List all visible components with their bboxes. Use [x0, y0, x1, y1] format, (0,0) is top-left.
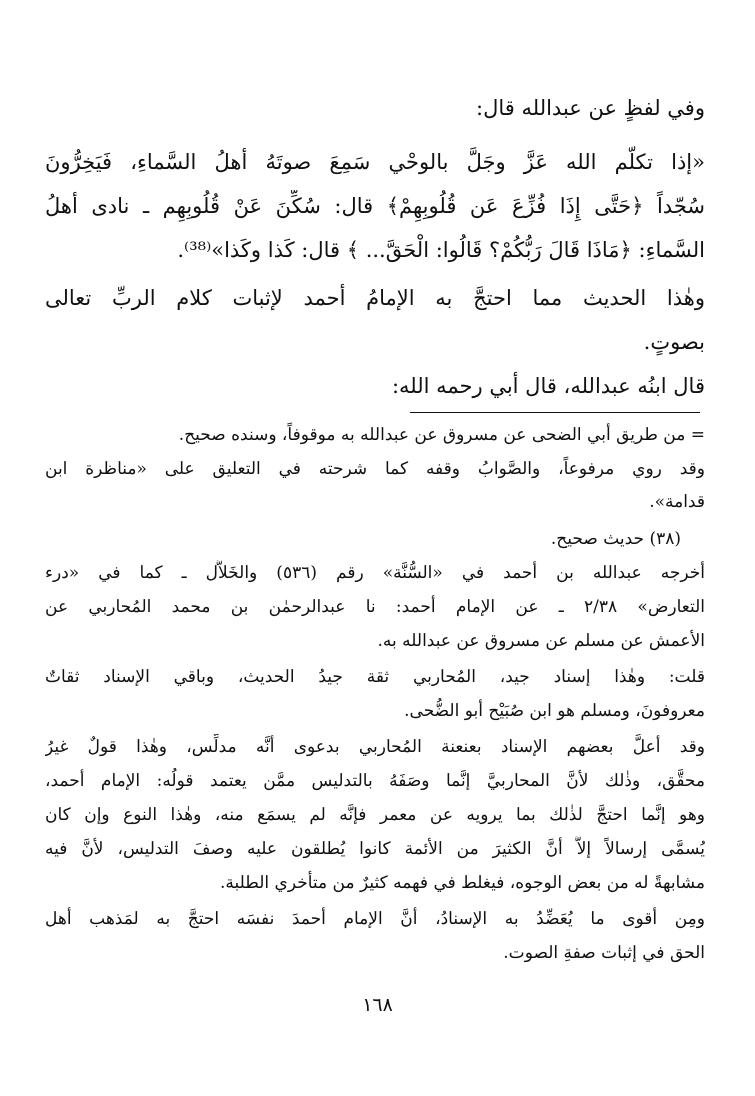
hadith-line-2: سُجّداً ﴿حَتَّى إِذَا فُزِّعَ عَن قُلُوبِهِمْ﴾ قال: سُكِّنَ عَنْ قُلُوبِهِم ـ نادى أهلُ: [45, 194, 705, 218]
footnote-38-line-1: أخرجه عبدالله بن أحمد في «السُّنَّة» رقم (٥٣٦) والخَلاَّل ـ كما في «درء: [45, 563, 705, 583]
footnote-38-line-11: ومِن أقوى ما يُعَضِّدُ به الإسنادُ، أنَّ الإمام أحمدَ نفسَه احتجَّ به لمَذهب أهل: [45, 909, 705, 929]
footnote-38-line-9: يُسمَّى إرسالاً إلاَّ أنَّ الكثيرَ من الأئمة كانوا يُطلقون عليه وصفَ التدليس، لأنَّ فيه: [45, 839, 705, 859]
footnote-38-line-8: وهو إنَّما احتجَّ لذٰلك بما يرويه عن معمر فإنَّه لم يسمَع منه، وهٰذا النوع وإن كان: [45, 805, 705, 825]
footnote-continuation-line-1: = من طريق أبي الضحى عن مسروق عن عبدالله به موقوفاً، وسنده صحيح.: [178, 425, 705, 445]
hadith-line-3: السَّماءِ: ﴿مَاذَا قَالَ رَبُّكُمْ؟ قَالُوا: الْحَقَّ... ﴾ قال: كَذا وكَذا»⁽³⁸⁾.: [177, 238, 705, 262]
footnote-continuation-line-2: وقد روي مرفوعاً، والصَّوابُ وقفه كما شرحته في التعليق على «مناظرة ابن: [45, 459, 705, 479]
footnote-38-line-4: قلت: وهٰذا إسناد جيد، المُحاربي ثقة جيدُ الحديث، وباقي الإسناد ثقاتٌ: [45, 667, 705, 687]
intro-line: وفي لفظٍ عن عبدالله قال:: [476, 96, 705, 120]
page-number: ١٦٨: [362, 994, 393, 1016]
footnote-continuation-line-3: قدامة».: [649, 492, 705, 512]
transition-line: قال ابنُه عبدالله، قال أبي رحمه الله:: [391, 374, 705, 398]
footnote-divider: [410, 412, 700, 413]
footnote-38-line-3: الأعمش عن مسلم عن مسروق عن عبدالله به.: [377, 631, 705, 651]
comment-line-2: بصوتٍ.: [643, 330, 705, 354]
hadith-line-1: «إذا تكلَّم الله عَزَّ وجَلَّ بالوحْي سَمِعَ صوتَهُ أهلُ السَّماءِ، فَيَخِرُّونَ: [45, 150, 705, 174]
footnote-38-line-6: وقد أعلَّ بعضهم الإسناد بعنعنة المُحاربي بدعوى أنَّه مدلِّس، وهٰذا قولٌ غيرُ: [45, 737, 705, 757]
comment-line-1: وهٰذا الحديث مما احتجَّ به الإمامُ أحمد لإثبات كلام الربِّ تعالى: [45, 286, 705, 310]
footnote-38-line-12: الحق في إثبات صفةِ الصوت.: [503, 943, 705, 963]
footnote-38-line-5: معروفونَ، ومسلم هو ابن صُبَيْح أبو الضُّحى.: [404, 701, 705, 721]
footnote-38-line-10: مشابهةً له من بعض الوجوه، فيغلط في فهمه كثيرٌ من متأخري الطلبة.: [220, 873, 705, 893]
footnote-38-line-7: محقَّق، وذٰلك لأنَّ المحاربيَّ إنَّما وصَفَهُ بالتدليس ممَّن يعتمد قولُه: الإمام أحمد،: [45, 771, 705, 791]
footnote-38-label: (٣٨) حديث صحيح.: [550, 529, 681, 549]
footnote-38-line-2: التعارض» ٢/٣٨ ـ عن الإمام أحمد: نا عبدالرحمٰن بن محمد المُحاربي عن: [45, 597, 705, 617]
